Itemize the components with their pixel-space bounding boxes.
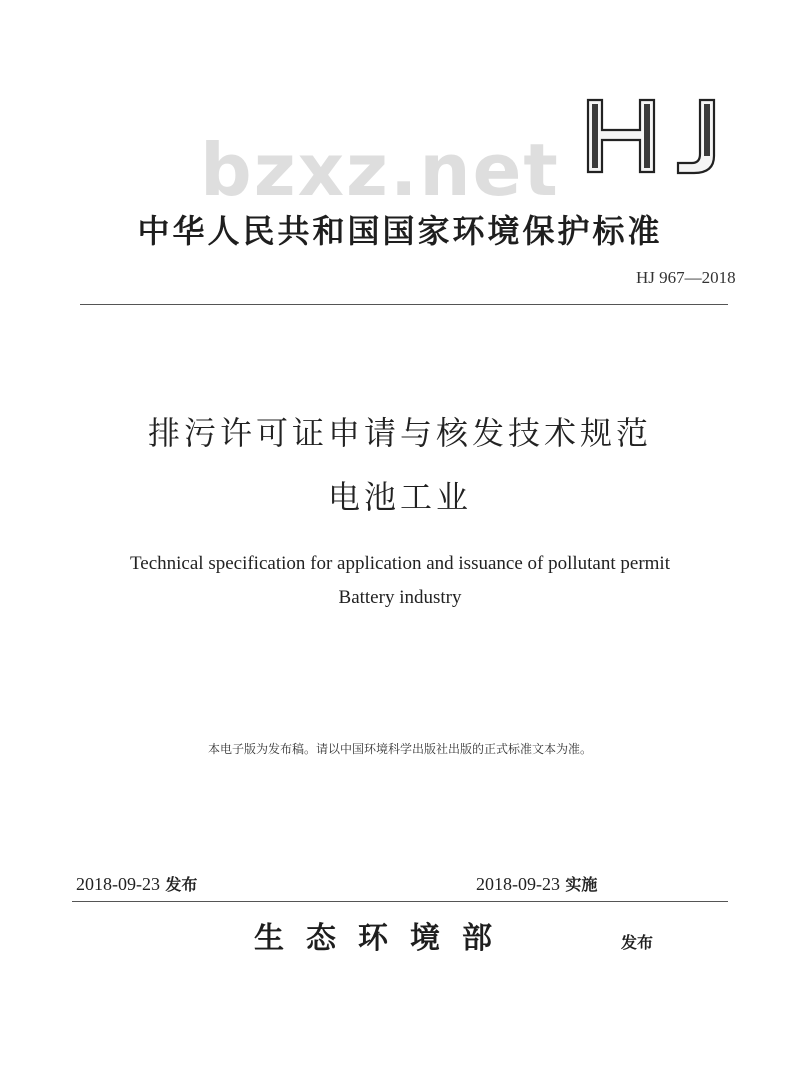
effective-date-value: 2018-09-23: [476, 874, 560, 894]
title-english: Technical specification for application and issuance of pollutant permit: [130, 553, 670, 574]
footer-divider: [72, 901, 728, 902]
issue-date: [76, 872, 197, 895]
issuer-issue-label: 发布: [621, 933, 654, 952]
standard-code: HJ 967—2018: [636, 268, 736, 287]
edition-note: 本电子版为发布稿。请以中国环境科学出版社出版的正式标准文本为准。: [207, 742, 592, 756]
hj-logo: [582, 96, 732, 180]
watermark: bzxz.net: [200, 128, 560, 212]
subtitle-english: Battery industry: [338, 587, 462, 608]
effective-date: [476, 872, 597, 895]
issuing-authority: 生态环境部: [254, 921, 514, 956]
standard-organization: 中华人民共和国国家环境保护标准: [137, 212, 663, 250]
header-divider: [80, 304, 728, 305]
issue-date-label: 发布: [165, 875, 198, 894]
title-chinese: 排污许可证申请与核发技术规范: [147, 414, 652, 452]
subtitle-chinese: 电池工业: [327, 478, 472, 516]
issue-date-value: 2018-09-23: [76, 874, 160, 894]
effective-date-label: 实施: [565, 875, 598, 894]
